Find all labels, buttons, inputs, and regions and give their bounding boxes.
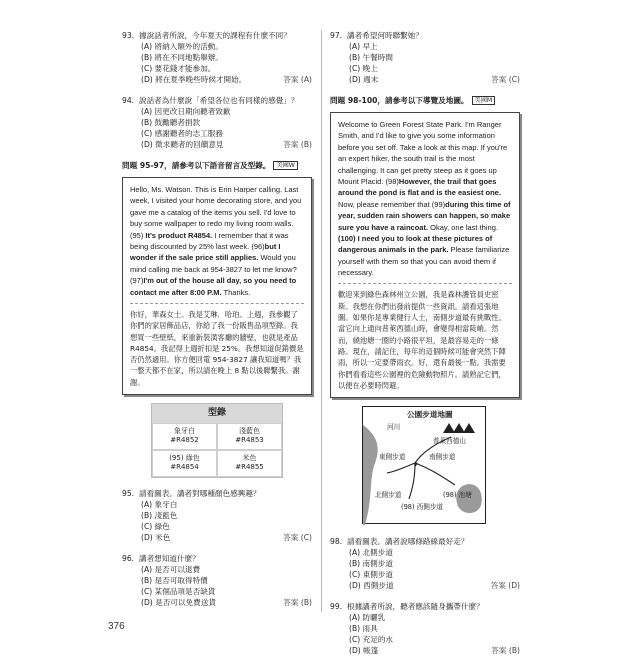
option-b: (B) 是否可取得特價 [141,575,208,585]
option-b: (B) 南側步道 [349,559,393,569]
option-d: (D) 週末 [349,75,379,84]
page-number: 376 [108,621,125,632]
option-c: (C) 要花錢才能參加。 [141,64,216,73]
catalog-item-name: (95) 綠色 [169,453,200,462]
english-transcript [338,119,512,278]
right-column [330,30,520,666]
catalog-item-code: #R4853 [235,436,264,445]
answer-key: 答案 (B) [283,140,312,149]
catalog-item-name: 淺藍色 [239,427,260,436]
transcript-text: Welcome to Green Forest State Park. I'm Ranger Smith, and I'd like to give you some information before you set off. Take a look at this map. If you're an expert hiker, the south trail is the most challenging. It can get pretty steep as it goes up Mount Placid. [338,120,508,186]
transcript-text: (99) [431,199,446,209]
option-b: (B) 將在不同地點舉辦。 [141,53,223,62]
chinese-translation: 歡迎來到綠色森林州立公園，我是森林護管員史密斯。我想在你們出發前提供一些資訊。請看這張地圖。如果你是專業健行人士，南側步道最有挑戰性。當它向上通向普萊西德山時，會變得相當陡峭。然而，繞池塘一圈的小路很平坦，是最容易走的一條路。現在，請記住，每年的這個時候可能會突然下陣雨，所以一定要帶雨衣。好，還有最後一點。我需要你們看看這些公園裡的危險動物照片。請熟記它們，以便在必要時閃避。 [338,290,506,390]
option-a: (A) 北側步道 [349,548,393,558]
catalog-title: 型錄 [207,407,226,418]
answer-clue-text: but I wonder if the sale price still applies. [130,241,281,263]
question-number: 93. [122,31,135,40]
park-trail-map [362,406,486,524]
map-label-pond: (98) 池塘 [443,491,472,500]
section-heading-98-100 [330,95,520,106]
left-column [122,30,312,618]
answer-key: 答案 (B) [491,646,520,656]
catalog-item-name: 米色 [242,453,257,462]
question-number: 98. [330,537,343,547]
transcript-text: Would you mind calling me back at 954-3827 to let me know? [130,253,297,274]
accent-tag: 美國M [472,96,496,106]
script-separator [130,303,304,304]
option-b: (B) 鼓勵聽者捐款 [141,118,201,127]
question-number: 97. [330,31,343,40]
question-95 [122,488,312,543]
answer-key: 答案 (B) [283,597,312,607]
catalog-grid [152,423,282,477]
question-number: 96. [122,553,135,563]
option-a: (A) 防曬乳 [349,613,386,623]
catalog-item-code: #R4852 [170,436,199,445]
map-label-south-trail: 南側步道 [429,453,456,462]
river-shape [363,425,378,525]
catalog-item [152,423,217,450]
column-divider [321,30,322,612]
option-d: (D) 帳篷 [349,646,379,656]
map-title: 公園步道地圖 [407,410,453,420]
question-number: 94. [122,96,135,105]
location-star-icon: ✦ [412,460,420,471]
answer-key: 答案 (C) [491,75,520,84]
option-c: (C) 某個品項是否缺貨 [141,586,216,596]
map-label-north-trail: 北側步道 [375,491,402,500]
transcript-text: Okay, one last thing. [428,222,498,232]
question-number: 95. [122,488,135,498]
transcript-text: (98) [385,176,399,186]
option-d: (D) 西側步道 [349,581,394,591]
option-c: (C) 晚上 [349,64,378,73]
question-stem: 根據講者所說，聽者應該隨身攜帶什麼？ [347,602,484,612]
question-94 [122,95,312,150]
question-98 [330,536,520,591]
option-a: (A) 早上 [349,42,378,51]
transcript-text: I remember that it was being discounted by 25% last week. [130,230,289,251]
transcript-text: Please familiarize yourself with them so that you can avoid them if necessary. [338,245,510,278]
catalog-item [217,423,282,450]
option-a: (A) 因更改日期向聽者致歉 [141,107,231,116]
question-stem: 說話者為什麼說「希望各位也有同樣的感覺」？ [139,96,299,105]
option-a: (A) 象牙白 [141,499,178,509]
option-a: (A) 是否可以退費 [141,564,201,574]
answer-clue-text: However, the trail that goes around the pond is flat and is the easiest one. [338,176,501,198]
section-title: 問題 98-100，請參考以下導覽及地圖。 [330,96,469,105]
script-box-95-97 [122,177,312,395]
transcript-text: Hello, Ms. Watson. This is Erin Harper calling. Last week, I visited your home decorating store, and you gave me a catalog of the items you sell. I'd love to buy some wallpaper to redo my living room walls. [130,185,302,229]
option-d: (D) 將在夏季晚些時候才開始。 [141,75,247,84]
question-93 [122,30,312,85]
english-transcript [130,184,304,298]
option-c: (C) 充足的水 [349,635,394,645]
question-stem: 講者希望何時聯繫她？ [347,31,423,40]
catalog-item-name: 象牙白 [174,427,195,436]
script-box-98-100 [330,112,520,398]
option-a: (A) 將納入額外的活動。 [141,42,223,51]
question-stem: 請看圖表。講者說哪條路線最好走？ [347,537,469,547]
transcript-text: (96) [251,241,265,251]
option-d: (D) 徵求聽者的回饋意見 [141,140,224,149]
west-trail-line [415,463,455,485]
transcript-text: (95) [130,230,146,240]
question-stem: 講者想知道什麼？ [139,553,200,563]
option-b: (B) 淺藍色 [141,510,178,520]
transcript-text: Thanks. [221,287,251,297]
answer-clue-text: It's product R4854. [145,230,213,240]
map-label-river: 河川 [387,423,401,432]
chinese-translation: 你好，華森女士。我是艾琳．哈珀。上週，我參觀了你們的家居飾品店，你給了我一份販售品項型錄。我想買一些壁紙，來重新裝潢客廳的牆壁，也就是產品 R4854。我記得上週折扣是 25%。我想知道促銷價是否仍然適用。你方便回電 954-3827 讓我知道嗎？我一整天都不在家，所以請在晚上 8 點以後聯繫我。謝謝。 [130,309,304,387]
mountain-icon [453,423,465,433]
mountain-icon [443,423,455,433]
mountain-icon [463,423,475,433]
option-d: (D) 是否可以免費送貨 [141,597,216,607]
catalog-item [152,450,217,477]
map-label-west-trail: (98) 西側步道 [401,503,444,512]
option-c: (C) 綠色 [141,521,170,531]
question-number: 99. [330,602,343,612]
accent-tag: 美國W [273,161,298,171]
catalog-item [217,450,282,477]
option-b: (B) 午餐時間 [349,53,393,62]
question-96 [122,553,312,608]
map-label-mountain: 普萊西德山 [433,437,466,446]
answer-key: 答案 (D) [490,581,520,591]
map-label-east-trail: 東側步道 [379,453,406,462]
catalog-item-code: #R4855 [235,463,264,472]
answer-key: 答案 (A) [283,75,312,84]
option-c: (C) 東側步道 [349,570,394,580]
transcript-text: Now, please remember that [338,199,432,209]
option-b: (B) 雨具 [349,624,378,634]
answer-clue-text: during this time of year, sudden rain showers can happen, so make sure you have a raincoat. [338,199,511,232]
question-97 [330,30,520,85]
section-heading-95-97 [122,160,312,171]
option-c: (C) 感謝聽者的志工服務 [141,129,223,138]
answer-clue-text: (100) I need you to look at these pictures of dangerous animals in the park. [338,233,493,255]
question-stem: 據說話者所說，今年夏天的課程有什麼不同？ [139,31,291,40]
script-separator [338,283,512,284]
question-99 [330,601,520,656]
transcript-text: (97) [130,276,144,286]
east-trail-line [387,463,415,473]
option-d: (D) 米色 [141,532,171,542]
question-stem: 請看圖表。講者對哪種顏色感興趣？ [139,488,261,498]
catalog-card [151,403,283,478]
catalog-item-code: #R4854 [170,463,199,472]
answer-clue-text: I'm out of the house all day, so you need to contact me after 8:00 P.M. [130,276,297,297]
answer-key: 答案 (C) [283,532,312,542]
section-title: 問題 95-97，請參考以下語音留言及型錄。 [122,161,271,170]
